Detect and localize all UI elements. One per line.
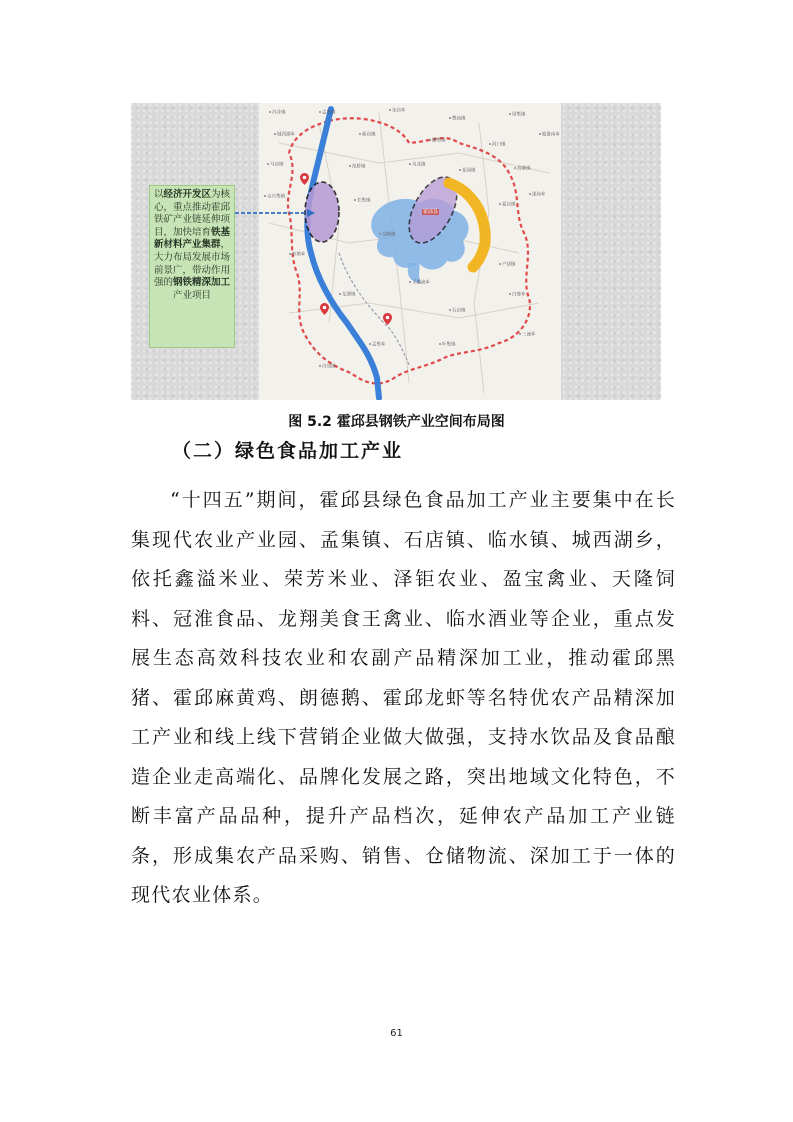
secondary-rail: [339, 253, 409, 365]
lake-inlet: [408, 263, 421, 283]
callout-text-segment: 产业项目: [172, 289, 211, 301]
callout-text-segment: 经济开发区: [163, 189, 211, 200]
location-pin-icon: [300, 173, 309, 185]
town-label: 众兴集镇: [264, 195, 285, 200]
town-label: 潘集镇: [429, 139, 446, 144]
callout-text-segment: 为核心，重点推动霍邱铁矿产业链延伸项目，加快培育: [153, 189, 231, 238]
county-map: [259, 103, 561, 400]
map-graphics: [259, 103, 561, 400]
town-label: 王截流乡: [409, 281, 430, 286]
body-paragraph: “十四五”期间，霍邱县绿色食品加工产业主要集中在长集现代农业产业园、孟集镇、石店镇、临水镇、城西湖乡，依托鑫溢米业、荣芳米业、泽钜农业、盈宝禽业、天隆饲料、冠淮食品、龙翔美食王禽业、临水酒业等企业，重点发展生态高效科技农业和农副产品精深加工业，推动霍邱黑猪、霍邱麻黄鸡、朗德鹅、霍邱龙虾等名特优农产品精深加工产业和线上线下营销企业做大做强，支持水饮品及食品酿造企业走高端化、品牌化发展之路，突出地域文化特色，不断丰富产品品种，提升产品档次，延伸农产品加工产业链条，形成集农产品采购、销售、仓储物流、深加工于一体的现代农业体系。: [131, 489, 676, 906]
town-label: 河口镇: [489, 143, 506, 148]
town-label: 冯瓴镇: [319, 365, 336, 370]
town-label: 马店镇: [267, 163, 284, 168]
town-label: 孟集乡: [369, 343, 386, 348]
town-label: 城西湖乡: [274, 133, 295, 138]
town-label: 周集镇: [509, 113, 526, 118]
callout-text-segment: 铁基新材料产业集群: [153, 226, 231, 251]
town-label: 户胡镇: [499, 263, 516, 268]
callout-text-segment: 以: [153, 189, 164, 200]
town-label: 乌龙镇: [409, 163, 426, 168]
town-label: 冯井镇: [269, 111, 286, 116]
railway-line: [307, 109, 379, 398]
callout-arrow: [235, 203, 315, 223]
town-label: 宋店乡: [389, 109, 406, 114]
map-callout-box: [149, 185, 235, 348]
town-label: 石店镇: [449, 309, 466, 314]
town-label: 岔路镇: [379, 233, 396, 238]
county-label: 霍邱县: [423, 209, 439, 215]
callout-text-segment: 钢铁精深加工: [173, 277, 231, 289]
town-label: 白莲乡: [509, 293, 526, 298]
section-heading: （二）绿色食品加工产业: [172, 440, 404, 462]
town-label: 曹庙镇: [449, 117, 466, 122]
town-label: 新店镇: [359, 133, 376, 138]
town-label: 高塘镇: [514, 167, 531, 172]
town-label: 长集镇: [354, 199, 371, 204]
town-label: 叶集镇: [439, 343, 456, 348]
town-label: 夏店镇: [499, 203, 516, 208]
town-label: 彭塔乡: [289, 253, 306, 258]
callout-text-segment: ，大力布局发展市场前景广，带动作用强的: [153, 239, 231, 289]
town-label: 龙潭镇: [339, 293, 356, 298]
town-label: 三流乡: [519, 333, 536, 338]
location-pin-icon: [383, 313, 392, 325]
page-number: 61: [390, 1028, 403, 1039]
steel-industry-map-figure: [131, 103, 661, 400]
town-label: 范桥镇: [349, 165, 366, 170]
figure-caption: 图 5.2 霍邱县钢铁产业空间布局图: [288, 414, 505, 430]
town-label: 花园镇: [459, 169, 476, 174]
town-label: 孟集镇: [319, 111, 336, 116]
location-pin-icon: [320, 303, 329, 315]
town-label: 临淮岗乡: [539, 133, 560, 138]
town-label: 邵岗乡: [529, 193, 546, 198]
